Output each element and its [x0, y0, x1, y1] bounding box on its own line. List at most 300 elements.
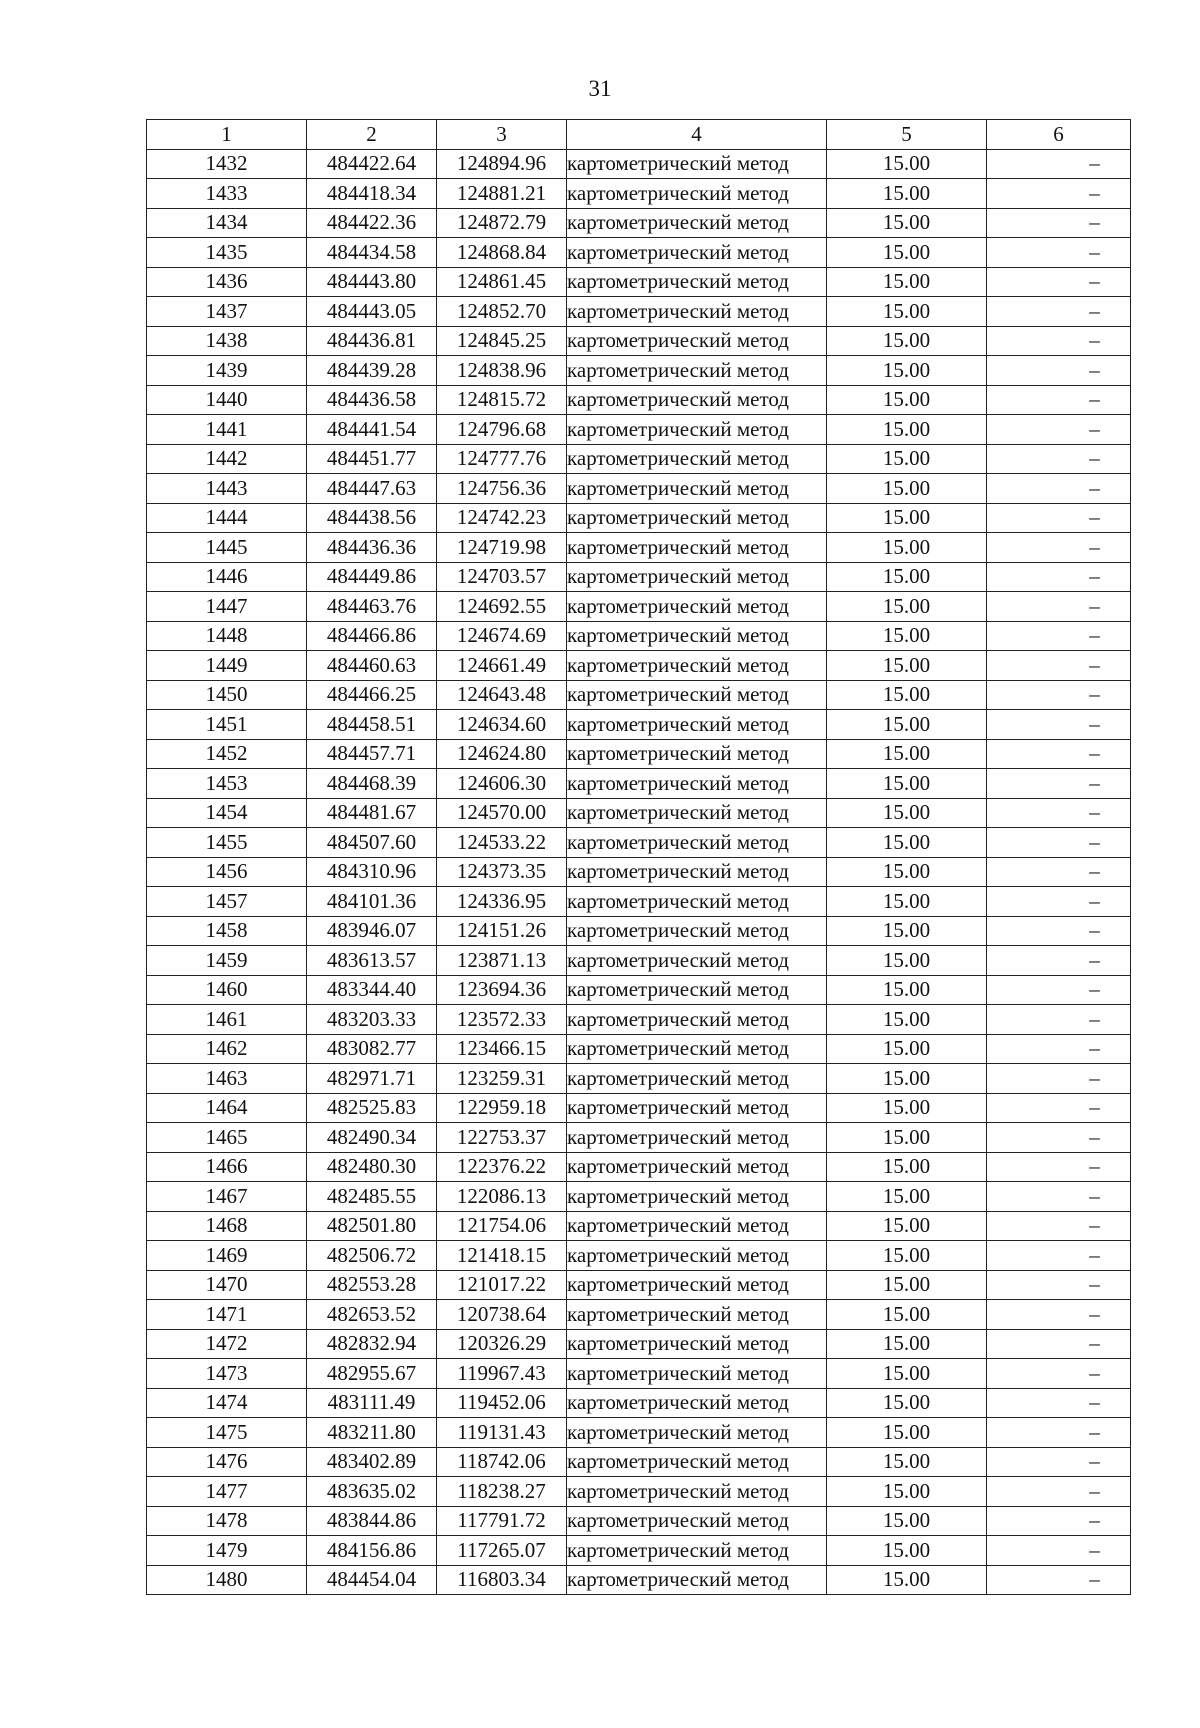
- accuracy-cell: 15.00: [827, 798, 987, 828]
- accuracy-cell: 15.00: [827, 444, 987, 474]
- accuracy-cell: 15.00: [827, 769, 987, 799]
- accuracy-cell: 15.00: [827, 1005, 987, 1035]
- table-body: [147, 149, 1131, 1595]
- dash-mark: –: [1089, 210, 1100, 235]
- note-cell: [987, 356, 1131, 386]
- table-row: [147, 503, 1131, 533]
- note-cell: [987, 297, 1131, 327]
- accuracy-cell: 15.00: [827, 1536, 987, 1566]
- x-coordinate-cell: 482506.72: [307, 1241, 437, 1271]
- x-coordinate-cell: 484507.60: [307, 828, 437, 858]
- method-cell: картометрический метод: [567, 1477, 827, 1507]
- point-number-cell: 1441: [147, 415, 307, 445]
- table-row: [147, 680, 1131, 710]
- table-row: [147, 975, 1131, 1005]
- method-cell: картометрический метод: [567, 444, 827, 474]
- point-number-cell: 1443: [147, 474, 307, 504]
- point-number-cell: 1440: [147, 385, 307, 415]
- table-row: [147, 1005, 1131, 1035]
- y-coordinate-cell: 124777.76: [437, 444, 567, 474]
- x-coordinate-cell: 484460.63: [307, 651, 437, 681]
- dash-mark: –: [1089, 1478, 1100, 1503]
- accuracy-cell: 15.00: [827, 326, 987, 356]
- table-row: [147, 1536, 1131, 1566]
- x-coordinate-cell: 483344.40: [307, 975, 437, 1005]
- y-coordinate-cell: 118742.06: [437, 1447, 567, 1477]
- table-row: [147, 887, 1131, 917]
- dash-mark: –: [1089, 1065, 1100, 1090]
- y-coordinate-cell: 122086.13: [437, 1182, 567, 1212]
- accuracy-cell: 15.00: [827, 1477, 987, 1507]
- y-coordinate-cell: 124570.00: [437, 798, 567, 828]
- table-row: [147, 916, 1131, 946]
- x-coordinate-cell: 484454.04: [307, 1565, 437, 1595]
- x-coordinate-cell: 484310.96: [307, 857, 437, 887]
- point-number-cell: 1477: [147, 1477, 307, 1507]
- method-cell: картометрический метод: [567, 415, 827, 445]
- y-coordinate-cell: 123871.13: [437, 946, 567, 976]
- note-cell: [987, 975, 1131, 1005]
- x-coordinate-cell: 484434.58: [307, 238, 437, 268]
- table-row: [147, 415, 1131, 445]
- dash-mark: –: [1089, 593, 1100, 618]
- table-row: [147, 474, 1131, 504]
- method-cell: картометрический метод: [567, 1211, 827, 1241]
- note-cell: [987, 208, 1131, 238]
- note-cell: [987, 1034, 1131, 1064]
- x-coordinate-cell: 484449.86: [307, 562, 437, 592]
- table-row: [147, 769, 1131, 799]
- dash-mark: –: [1089, 534, 1100, 559]
- accuracy-cell: 15.00: [827, 1447, 987, 1477]
- y-coordinate-cell: 117791.72: [437, 1506, 567, 1536]
- dash-mark: –: [1089, 387, 1100, 412]
- y-coordinate-cell: 124845.25: [437, 326, 567, 356]
- point-number-cell: 1459: [147, 946, 307, 976]
- accuracy-cell: 15.00: [827, 1359, 987, 1389]
- note-cell: [987, 946, 1131, 976]
- table-row: [147, 1418, 1131, 1448]
- y-coordinate-cell: 124533.22: [437, 828, 567, 858]
- dash-mark: –: [1089, 1390, 1100, 1415]
- method-cell: картометрический метод: [567, 208, 827, 238]
- note-cell: [987, 415, 1131, 445]
- note-cell: [987, 1005, 1131, 1035]
- table-row: [147, 533, 1131, 563]
- y-coordinate-cell: 124373.35: [437, 857, 567, 887]
- note-cell: [987, 503, 1131, 533]
- y-coordinate-cell: 123259.31: [437, 1064, 567, 1094]
- table-row: [147, 1300, 1131, 1330]
- accuracy-cell: 15.00: [827, 356, 987, 386]
- method-cell: картометрический метод: [567, 1152, 827, 1182]
- accuracy-cell: 15.00: [827, 1123, 987, 1153]
- point-number-cell: 1472: [147, 1329, 307, 1359]
- dash-mark: –: [1089, 1242, 1100, 1267]
- accuracy-cell: 15.00: [827, 592, 987, 622]
- point-number-cell: 1476: [147, 1447, 307, 1477]
- point-number-cell: 1448: [147, 621, 307, 651]
- table-row: [147, 946, 1131, 976]
- accuracy-cell: 15.00: [827, 149, 987, 179]
- method-cell: картометрический метод: [567, 946, 827, 976]
- method-cell: картометрический метод: [567, 356, 827, 386]
- note-cell: [987, 1477, 1131, 1507]
- dash-mark: –: [1089, 416, 1100, 441]
- column-header: 1: [147, 120, 307, 150]
- y-coordinate-cell: 121017.22: [437, 1270, 567, 1300]
- x-coordinate-cell: 484436.36: [307, 533, 437, 563]
- x-coordinate-cell: 484101.36: [307, 887, 437, 917]
- point-number-cell: 1435: [147, 238, 307, 268]
- point-number-cell: 1465: [147, 1123, 307, 1153]
- y-coordinate-cell: 119131.43: [437, 1418, 567, 1448]
- accuracy-cell: 15.00: [827, 1034, 987, 1064]
- x-coordinate-cell: 484466.25: [307, 680, 437, 710]
- dash-mark: –: [1089, 357, 1100, 382]
- dash-mark: –: [1089, 1508, 1100, 1533]
- accuracy-cell: 15.00: [827, 975, 987, 1005]
- method-cell: картометрический метод: [567, 1359, 827, 1389]
- accuracy-cell: 15.00: [827, 1241, 987, 1271]
- method-cell: картометрический метод: [567, 1093, 827, 1123]
- method-cell: картометрический метод: [567, 562, 827, 592]
- note-cell: [987, 1388, 1131, 1418]
- point-number-cell: 1458: [147, 916, 307, 946]
- accuracy-cell: 15.00: [827, 1329, 987, 1359]
- point-number-cell: 1444: [147, 503, 307, 533]
- y-coordinate-cell: 124624.80: [437, 739, 567, 769]
- y-coordinate-cell: 124872.79: [437, 208, 567, 238]
- accuracy-cell: 15.00: [827, 533, 987, 563]
- note-cell: [987, 1093, 1131, 1123]
- y-coordinate-cell: 124692.55: [437, 592, 567, 622]
- y-coordinate-cell: 117265.07: [437, 1536, 567, 1566]
- y-coordinate-cell: 124634.60: [437, 710, 567, 740]
- x-coordinate-cell: 483613.57: [307, 946, 437, 976]
- method-cell: картометрический метод: [567, 857, 827, 887]
- accuracy-cell: 15.00: [827, 621, 987, 651]
- table-row: [147, 798, 1131, 828]
- table-row: [147, 857, 1131, 887]
- x-coordinate-cell: 483203.33: [307, 1005, 437, 1035]
- accuracy-cell: 15.00: [827, 651, 987, 681]
- accuracy-cell: 15.00: [827, 1211, 987, 1241]
- dash-mark: –: [1089, 1213, 1100, 1238]
- note-cell: [987, 1270, 1131, 1300]
- dash-mark: –: [1089, 1331, 1100, 1356]
- table-row: [147, 562, 1131, 592]
- point-number-cell: 1432: [147, 149, 307, 179]
- x-coordinate-cell: 484436.81: [307, 326, 437, 356]
- x-coordinate-cell: 484466.86: [307, 621, 437, 651]
- method-cell: картометрический метод: [567, 326, 827, 356]
- point-number-cell: 1464: [147, 1093, 307, 1123]
- x-coordinate-cell: 484447.63: [307, 474, 437, 504]
- x-coordinate-cell: 483111.49: [307, 1388, 437, 1418]
- accuracy-cell: 15.00: [827, 857, 987, 887]
- column-header: 3: [437, 120, 567, 150]
- method-cell: картометрический метод: [567, 828, 827, 858]
- x-coordinate-cell: 482653.52: [307, 1300, 437, 1330]
- note-cell: [987, 238, 1131, 268]
- dash-mark: –: [1089, 1360, 1100, 1385]
- x-coordinate-cell: 484458.51: [307, 710, 437, 740]
- table-row: [147, 1093, 1131, 1123]
- accuracy-cell: 15.00: [827, 946, 987, 976]
- y-coordinate-cell: 124742.23: [437, 503, 567, 533]
- x-coordinate-cell: 484156.86: [307, 1536, 437, 1566]
- dash-mark: –: [1089, 770, 1100, 795]
- dash-mark: –: [1089, 239, 1100, 264]
- table-row: [147, 1359, 1131, 1389]
- dash-mark: –: [1089, 1154, 1100, 1179]
- table-row: [147, 1123, 1131, 1153]
- y-coordinate-cell: 124643.48: [437, 680, 567, 710]
- point-number-cell: 1473: [147, 1359, 307, 1389]
- table-row: [147, 739, 1131, 769]
- method-cell: картометрический метод: [567, 1270, 827, 1300]
- point-number-cell: 1455: [147, 828, 307, 858]
- x-coordinate-cell: 484422.64: [307, 149, 437, 179]
- note-cell: [987, 326, 1131, 356]
- method-cell: картометрический метод: [567, 710, 827, 740]
- method-cell: картометрический метод: [567, 739, 827, 769]
- note-cell: [987, 1064, 1131, 1094]
- accuracy-cell: 15.00: [827, 828, 987, 858]
- note-cell: [987, 1506, 1131, 1536]
- dash-mark: –: [1089, 298, 1100, 323]
- table-row: [147, 651, 1131, 681]
- y-coordinate-cell: 124852.70: [437, 297, 567, 327]
- x-coordinate-cell: 484422.36: [307, 208, 437, 238]
- note-cell: [987, 592, 1131, 622]
- y-coordinate-cell: 124815.72: [437, 385, 567, 415]
- y-coordinate-cell: 116803.34: [437, 1565, 567, 1595]
- point-number-cell: 1454: [147, 798, 307, 828]
- table-row: [147, 149, 1131, 179]
- accuracy-cell: 15.00: [827, 297, 987, 327]
- x-coordinate-cell: 483082.77: [307, 1034, 437, 1064]
- note-cell: [987, 1536, 1131, 1566]
- note-cell: [987, 828, 1131, 858]
- note-cell: [987, 769, 1131, 799]
- method-cell: картометрический метод: [567, 975, 827, 1005]
- dash-mark: –: [1089, 682, 1100, 707]
- x-coordinate-cell: 484468.39: [307, 769, 437, 799]
- table-row: [147, 1565, 1131, 1595]
- point-number-cell: 1474: [147, 1388, 307, 1418]
- note-cell: [987, 651, 1131, 681]
- y-coordinate-cell: 122376.22: [437, 1152, 567, 1182]
- dash-mark: –: [1089, 800, 1100, 825]
- dash-mark: –: [1089, 564, 1100, 589]
- dash-mark: –: [1089, 446, 1100, 471]
- x-coordinate-cell: 484418.34: [307, 179, 437, 209]
- table-header-row: [147, 120, 1131, 150]
- y-coordinate-cell: 123466.15: [437, 1034, 567, 1064]
- y-coordinate-cell: 120326.29: [437, 1329, 567, 1359]
- method-cell: картометрический метод: [567, 1005, 827, 1035]
- point-number-cell: 1450: [147, 680, 307, 710]
- y-coordinate-cell: 124661.49: [437, 651, 567, 681]
- point-number-cell: 1462: [147, 1034, 307, 1064]
- x-coordinate-cell: 482832.94: [307, 1329, 437, 1359]
- point-number-cell: 1463: [147, 1064, 307, 1094]
- method-cell: картометрический метод: [567, 474, 827, 504]
- point-number-cell: 1446: [147, 562, 307, 592]
- x-coordinate-cell: 484481.67: [307, 798, 437, 828]
- note-cell: [987, 857, 1131, 887]
- point-number-cell: 1457: [147, 887, 307, 917]
- accuracy-cell: 15.00: [827, 887, 987, 917]
- table-row: [147, 1211, 1131, 1241]
- dash-mark: –: [1089, 1183, 1100, 1208]
- y-coordinate-cell: 124674.69: [437, 621, 567, 651]
- accuracy-cell: 15.00: [827, 1270, 987, 1300]
- method-cell: картометрический метод: [567, 533, 827, 563]
- x-coordinate-cell: 482955.67: [307, 1359, 437, 1389]
- x-coordinate-cell: 484463.76: [307, 592, 437, 622]
- note-cell: [987, 1329, 1131, 1359]
- note-cell: [987, 179, 1131, 209]
- y-coordinate-cell: 124868.84: [437, 238, 567, 268]
- table-row: [147, 267, 1131, 297]
- y-coordinate-cell: 121754.06: [437, 1211, 567, 1241]
- accuracy-cell: 15.00: [827, 1064, 987, 1094]
- x-coordinate-cell: 484438.56: [307, 503, 437, 533]
- note-cell: [987, 887, 1131, 917]
- table-row: [147, 356, 1131, 386]
- table-row: [147, 1447, 1131, 1477]
- y-coordinate-cell: 123572.33: [437, 1005, 567, 1035]
- accuracy-cell: 15.00: [827, 562, 987, 592]
- y-coordinate-cell: 121418.15: [437, 1241, 567, 1271]
- method-cell: картометрический метод: [567, 1506, 827, 1536]
- y-coordinate-cell: 122959.18: [437, 1093, 567, 1123]
- note-cell: [987, 1182, 1131, 1212]
- point-number-cell: 1437: [147, 297, 307, 327]
- column-header: 6: [987, 120, 1131, 150]
- dash-mark: –: [1089, 977, 1100, 1002]
- point-number-cell: 1479: [147, 1536, 307, 1566]
- method-cell: картометрический метод: [567, 1034, 827, 1064]
- y-coordinate-cell: 124838.96: [437, 356, 567, 386]
- dash-mark: –: [1089, 888, 1100, 913]
- dash-mark: –: [1089, 328, 1100, 353]
- x-coordinate-cell: 483635.02: [307, 1477, 437, 1507]
- x-coordinate-cell: 482480.30: [307, 1152, 437, 1182]
- dash-mark: –: [1089, 475, 1100, 500]
- dash-mark: –: [1089, 947, 1100, 972]
- y-coordinate-cell: 122753.37: [437, 1123, 567, 1153]
- y-coordinate-cell: 124756.36: [437, 474, 567, 504]
- x-coordinate-cell: 482501.80: [307, 1211, 437, 1241]
- dash-mark: –: [1089, 918, 1100, 943]
- table-row: [147, 1064, 1131, 1094]
- note-cell: [987, 916, 1131, 946]
- point-number-cell: 1460: [147, 975, 307, 1005]
- table-row: [147, 1477, 1131, 1507]
- x-coordinate-cell: 483844.86: [307, 1506, 437, 1536]
- dash-mark: –: [1089, 1124, 1100, 1149]
- point-number-cell: 1447: [147, 592, 307, 622]
- point-number-cell: 1439: [147, 356, 307, 386]
- table-row: [147, 385, 1131, 415]
- point-number-cell: 1445: [147, 533, 307, 563]
- x-coordinate-cell: 484457.71: [307, 739, 437, 769]
- x-coordinate-cell: 484441.54: [307, 415, 437, 445]
- table-row: [147, 621, 1131, 651]
- point-number-cell: 1451: [147, 710, 307, 740]
- x-coordinate-cell: 484443.80: [307, 267, 437, 297]
- dash-mark: –: [1089, 151, 1100, 176]
- accuracy-cell: 15.00: [827, 1182, 987, 1212]
- accuracy-cell: 15.00: [827, 267, 987, 297]
- accuracy-cell: 15.00: [827, 1506, 987, 1536]
- table-row: [147, 444, 1131, 474]
- note-cell: [987, 267, 1131, 297]
- x-coordinate-cell: 484443.05: [307, 297, 437, 327]
- point-number-cell: 1433: [147, 179, 307, 209]
- note-cell: [987, 1241, 1131, 1271]
- accuracy-cell: 15.00: [827, 710, 987, 740]
- note-cell: [987, 385, 1131, 415]
- point-number-cell: 1442: [147, 444, 307, 474]
- dash-mark: –: [1089, 1272, 1100, 1297]
- point-number-cell: 1453: [147, 769, 307, 799]
- method-cell: картометрический метод: [567, 651, 827, 681]
- method-cell: картометрический метод: [567, 267, 827, 297]
- x-coordinate-cell: 482553.28: [307, 1270, 437, 1300]
- x-coordinate-cell: 483402.89: [307, 1447, 437, 1477]
- x-coordinate-cell: 484436.58: [307, 385, 437, 415]
- method-cell: картометрический метод: [567, 1418, 827, 1448]
- note-cell: [987, 533, 1131, 563]
- point-number-cell: 1438: [147, 326, 307, 356]
- point-number-cell: 1467: [147, 1182, 307, 1212]
- note-cell: [987, 680, 1131, 710]
- note-cell: [987, 1359, 1131, 1389]
- method-cell: картометрический метод: [567, 1300, 827, 1330]
- page-number: 31: [588, 76, 612, 101]
- method-cell: картометрический метод: [567, 179, 827, 209]
- method-cell: картометрический метод: [567, 1123, 827, 1153]
- accuracy-cell: 15.00: [827, 179, 987, 209]
- point-number-cell: 1470: [147, 1270, 307, 1300]
- dash-mark: –: [1089, 1095, 1100, 1120]
- table-row: [147, 179, 1131, 209]
- method-cell: картометрический метод: [567, 149, 827, 179]
- note-cell: [987, 1152, 1131, 1182]
- accuracy-cell: 15.00: [827, 1388, 987, 1418]
- method-cell: картометрический метод: [567, 1241, 827, 1271]
- table-row: [147, 208, 1131, 238]
- table-row: [147, 592, 1131, 622]
- method-cell: картометрический метод: [567, 297, 827, 327]
- accuracy-cell: 15.00: [827, 415, 987, 445]
- method-cell: картометрический метод: [567, 680, 827, 710]
- table-row: [147, 297, 1131, 327]
- point-number-cell: 1480: [147, 1565, 307, 1595]
- dash-mark: –: [1089, 1036, 1100, 1061]
- dash-mark: –: [1089, 1449, 1100, 1474]
- note-cell: [987, 1447, 1131, 1477]
- dash-mark: –: [1089, 859, 1100, 884]
- dash-mark: –: [1089, 1301, 1100, 1326]
- note-cell: [987, 798, 1131, 828]
- accuracy-cell: 15.00: [827, 739, 987, 769]
